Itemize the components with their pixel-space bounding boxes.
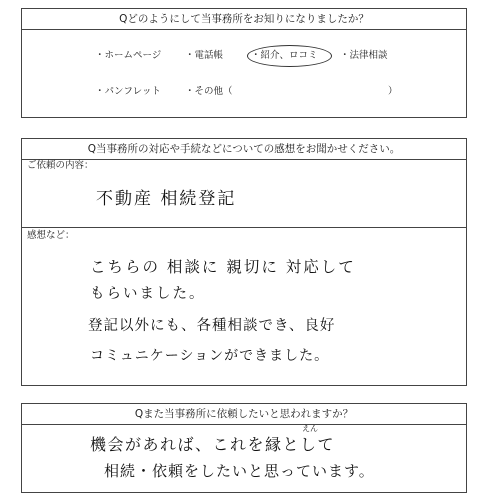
- revisit-question-box: [21, 403, 467, 493]
- request-answer: 不動産 相続登記: [96, 189, 237, 209]
- impression-question-box: [21, 138, 467, 386]
- impression-question: Q当事務所の対応や手続などについての感想をお聞かせください。: [22, 139, 466, 160]
- source-question-box: [21, 8, 467, 118]
- option-pamphlet: ・パンフレット: [95, 86, 162, 97]
- option-other-close: ）: [388, 86, 398, 97]
- impression-line-4: コミュニケーションができました。: [90, 348, 330, 364]
- request-label: ご依頼の内容：: [27, 160, 94, 171]
- revisit-answer-line-2: 相続・依頼をしたいと思っています。: [104, 462, 375, 480]
- section-divider: [22, 227, 466, 228]
- impression-line-2: もらいました。: [90, 286, 206, 302]
- source-question: Qどのようにして当事務所をお知りになりましたか？: [22, 9, 466, 30]
- option-legal-consult: ・法律相談: [340, 50, 388, 61]
- option-phonebook: ・電話帳: [185, 50, 224, 61]
- option-other: ・その他（: [185, 86, 233, 97]
- impression-label: 感想など：: [27, 230, 75, 241]
- impression-line-3: 登記以外にも、各種相談でき、良好: [88, 318, 336, 334]
- revisit-answer-line-1: 機会があれば、これを縁として: [90, 435, 336, 454]
- handwritten-ruby: えん: [302, 424, 318, 433]
- option-referral: ・紹介、ロコミ: [251, 50, 318, 61]
- impression-line-1: こちらの 相談に 親切に 対応して: [90, 258, 356, 276]
- revisit-question: Qまた当事務所に依頼したいと思われますか？: [22, 404, 466, 425]
- option-homepage: ・ホームページ: [95, 50, 162, 61]
